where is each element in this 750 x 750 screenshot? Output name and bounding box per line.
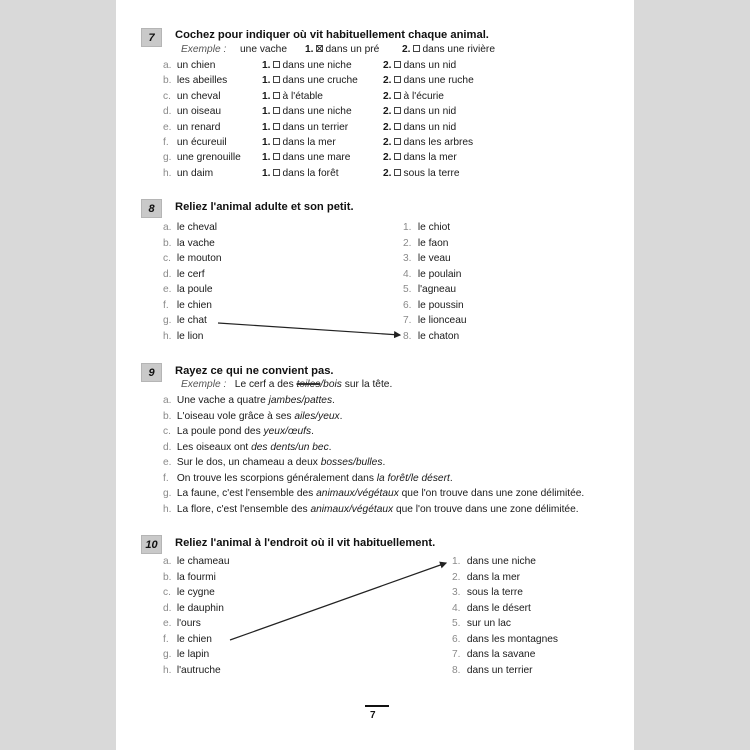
choice-words[interactable]: animaux/végétaux	[310, 503, 394, 515]
kept-word: /bois	[320, 379, 342, 390]
exercise-9-sentence	[163, 442, 332, 453]
exercise-7-option-2	[383, 75, 474, 86]
exercise-7-row	[163, 168, 213, 179]
checkbox-icon[interactable]	[413, 45, 420, 52]
option-number: 1.	[262, 167, 271, 179]
item-number: 7.	[452, 649, 461, 660]
checkbox-icon[interactable]	[394, 169, 401, 176]
item-letter: f.	[163, 472, 169, 484]
row-letter: h.	[163, 167, 172, 179]
item-letter: h.	[163, 503, 172, 515]
item-letter: d.	[163, 441, 172, 453]
exercise-8-left-item[interactable]	[163, 269, 205, 280]
exercise-8-right-item[interactable]	[403, 300, 464, 311]
exercise-10-left-item[interactable]	[163, 587, 215, 598]
item-text: le cheval	[176, 222, 218, 233]
exercise-7-row	[163, 75, 227, 86]
sentence-start: Les oiseaux ont	[176, 441, 249, 453]
option-text: dans un pré	[325, 44, 380, 55]
option-text: dans un nid	[403, 106, 457, 118]
item-text: l'autruche	[176, 664, 221, 676]
exercise-10-left-item[interactable]	[163, 603, 224, 614]
item-text: le veau	[417, 253, 451, 264]
item-letter: b.	[163, 410, 172, 422]
checkbox-icon[interactable]	[273, 138, 280, 145]
exercise-7-option-1	[262, 91, 323, 102]
exercise-8-right-item[interactable]	[403, 284, 456, 295]
item-number: 5.	[403, 284, 412, 295]
exercise-7-option-2	[383, 122, 456, 133]
exercise-7-row	[163, 91, 220, 102]
exercise-7-row	[163, 60, 215, 71]
exercise-7-option-1	[262, 75, 358, 86]
item-text: le chien	[176, 633, 212, 645]
option-text: dans une niche	[282, 60, 352, 71]
option-text: dans un nid	[403, 60, 457, 71]
exercise-10-right-item[interactable]	[452, 603, 531, 614]
exercise-10-right-item[interactable]	[452, 587, 523, 598]
option-text: dans un terrier	[282, 121, 349, 133]
item-text: le lionceau	[417, 315, 467, 326]
option-number: 2.	[383, 152, 392, 164]
sentence-start: On trouve les scorpions généralement dans	[176, 472, 374, 484]
exercise-8-left-item[interactable]	[163, 331, 203, 342]
checkbox-icon[interactable]	[273, 153, 280, 160]
checked-box-icon[interactable]	[316, 45, 323, 52]
option-number: 1.	[262, 106, 271, 118]
item-text: sur un lac	[466, 618, 512, 629]
choice-words[interactable]: jambes/pattes	[268, 395, 333, 406]
item-number: 3.	[403, 253, 412, 264]
animal-name: un cheval	[176, 90, 221, 102]
option-number: 1.	[262, 121, 271, 133]
choice-words[interactable]: la forêt/le désert	[376, 472, 450, 484]
item-letter: b.	[163, 237, 172, 249]
row-letter: c.	[163, 90, 171, 102]
row-letter: a.	[163, 60, 172, 71]
page-number-rule	[365, 705, 389, 707]
item-letter: d.	[163, 268, 172, 280]
sentence-start: La faune, c'est l'ensemble des	[176, 488, 314, 499]
animal-name: un renard	[176, 121, 221, 133]
option-text: dans la mer	[403, 152, 457, 164]
item-number: 1.	[452, 556, 461, 567]
checkbox-icon[interactable]	[394, 61, 401, 68]
exercise-10-left-item[interactable]	[163, 618, 201, 629]
item-number: 3.	[452, 587, 461, 598]
exercise-7-row	[163, 152, 241, 163]
item-number: 8.	[452, 664, 461, 676]
exercise-10-right-item[interactable]	[452, 665, 533, 676]
checkbox-icon[interactable]	[273, 169, 280, 176]
item-text: dans une niche	[466, 556, 536, 567]
exercise-8-left-item[interactable]	[163, 300, 212, 311]
row-letter: e.	[163, 121, 172, 133]
option-number: 2.	[402, 44, 411, 55]
exercise-7-row	[163, 137, 227, 148]
exercise-7-option-2	[383, 106, 456, 117]
item-letter: c.	[163, 587, 171, 598]
exercise-8-left-item[interactable]	[163, 315, 207, 326]
item-text: le chiot	[417, 222, 451, 233]
exercise-10-title: Reliez l'animal à l'endroit où il vit habituellement.	[175, 537, 436, 549]
item-text: le cygne	[176, 587, 215, 598]
sentence-end: .	[339, 410, 343, 422]
item-letter: b.	[163, 571, 172, 583]
exercise-10-left-item[interactable]	[163, 634, 212, 645]
exercise-7-example	[181, 44, 226, 55]
exercise-9-example	[181, 379, 392, 390]
animal-name: un daim	[176, 167, 214, 179]
item-text: le chien	[176, 299, 212, 311]
example-before: Le cerf a des	[234, 379, 294, 390]
struck-word: toiles	[296, 379, 321, 390]
item-text: le mouton	[176, 253, 222, 264]
item-text: le poussin	[417, 299, 464, 311]
sentence-start: Une vache a quatre	[176, 395, 266, 406]
item-text: le faon	[417, 237, 449, 249]
item-letter: e.	[163, 284, 172, 295]
option-number: 1.	[262, 75, 271, 87]
exercise-8-right-item[interactable]	[403, 238, 448, 249]
sentence-start: Sur le dos, un chameau a deux	[176, 457, 318, 468]
exercise-7-example-option-1	[305, 44, 379, 55]
exercise-8-left-item[interactable]	[163, 222, 217, 233]
animal-name: un chien	[176, 60, 216, 71]
item-number: 1.	[403, 222, 412, 233]
exercise-9-sentence	[163, 488, 584, 499]
exercise-8-right-item[interactable]	[403, 315, 467, 326]
exercise-8-left-item[interactable]	[163, 253, 222, 264]
option-text: dans la mer	[282, 137, 336, 148]
item-text: le lion	[176, 330, 204, 342]
item-number: 7.	[403, 315, 412, 326]
example-after: sur la tête.	[344, 379, 393, 390]
exercise-9-sentence	[163, 426, 314, 437]
sentence-end: .	[328, 441, 332, 453]
choice-words[interactable]: des dents/un bec	[251, 441, 329, 453]
exercise-8-title: Reliez l'animal adulte et son petit.	[175, 201, 354, 213]
item-text: l'ours	[176, 618, 201, 629]
exercise-7-option-1	[262, 106, 352, 117]
option-number: 1.	[262, 152, 271, 164]
row-letter: b.	[163, 75, 172, 87]
item-letter: g.	[163, 315, 172, 326]
exercise-10-right-item[interactable]	[452, 618, 511, 629]
option-text: dans une ruche	[403, 75, 474, 87]
choice-words[interactable]: yeux/œufs	[263, 426, 312, 437]
exercise-7-option-1	[262, 122, 348, 133]
sentence-end: .	[332, 395, 335, 406]
sentence-end: .	[311, 426, 314, 437]
item-letter: e.	[163, 457, 172, 468]
checkbox-icon[interactable]	[273, 92, 280, 99]
item-letter: e.	[163, 618, 172, 629]
option-text: dans une mare	[282, 152, 351, 164]
item-text: dans un terrier	[466, 664, 533, 676]
exercise-10-left-item[interactable]	[163, 649, 209, 660]
checkbox-icon[interactable]	[273, 61, 280, 68]
item-letter: f.	[163, 299, 169, 311]
sentence-start: L'oiseau vole grâce à ses	[176, 410, 292, 422]
option-text: dans une rivière	[422, 44, 495, 55]
sentence-end: que l'on trouve dans une zone délimitée.	[393, 503, 579, 515]
sentence-end: .	[449, 472, 453, 484]
exercise-9-sentence	[163, 504, 579, 515]
option-text: dans une niche	[282, 106, 352, 118]
exercise-7-option-1	[262, 137, 336, 148]
exercise-10-right-item[interactable]	[452, 634, 558, 645]
item-text: sous la terre	[466, 587, 523, 598]
item-letter: f.	[163, 633, 169, 645]
exercise-7-option-2	[383, 60, 456, 71]
item-number: 8.	[403, 330, 412, 342]
animal-name: un oiseau	[176, 106, 222, 118]
sentence-start: La flore, c'est l'ensemble des	[176, 503, 308, 515]
page-number: 7	[370, 710, 376, 721]
item-letter: a.	[163, 556, 172, 567]
example-label: Exemple :	[181, 379, 227, 390]
option-number: 2.	[383, 106, 392, 118]
row-letter: d.	[163, 106, 172, 118]
animal-name: une grenouille	[176, 152, 241, 164]
option-text: dans un nid	[403, 121, 457, 133]
exercise-10-left-item[interactable]	[163, 556, 230, 567]
exercise-7-example-option-2	[402, 44, 495, 55]
option-number: 2.	[383, 90, 392, 102]
animal-name: les abeilles	[176, 75, 228, 87]
option-number: 1.	[262, 60, 271, 71]
option-text: dans les arbres	[403, 137, 474, 148]
item-letter: a.	[163, 395, 172, 406]
checkbox-icon[interactable]	[273, 76, 280, 83]
item-text: le poulain	[417, 268, 462, 280]
exercise-7-number-badge: 7	[141, 28, 162, 47]
sentence-end: que l'on trouve dans une zone délimitée.	[398, 488, 585, 499]
exercise-7-option-1	[262, 152, 350, 163]
option-text: sous la terre	[403, 167, 460, 179]
exercise-7-title: Cochez pour indiquer où vit habituellement chaque animal.	[175, 29, 489, 41]
item-letter: h.	[163, 664, 172, 676]
exercise-8-right-item[interactable]	[403, 269, 461, 280]
exercise-8-right-item[interactable]	[403, 222, 450, 233]
item-text: le chaton	[417, 330, 460, 342]
item-text: le chameau	[176, 556, 230, 567]
exercise-7-option-2	[383, 91, 444, 102]
exercise-8-left-item[interactable]	[163, 238, 215, 249]
exercise-9-sentence	[163, 411, 343, 422]
choice-words[interactable]: bosses/bulles	[320, 457, 383, 468]
item-letter: h.	[163, 330, 172, 342]
item-number: 2.	[452, 571, 461, 583]
item-text: dans le désert	[466, 602, 531, 614]
option-number: 2.	[383, 137, 392, 148]
option-text: dans une cruche	[282, 75, 358, 87]
item-text: la poule	[176, 284, 213, 295]
sentence-start: La poule pond des	[176, 426, 261, 437]
item-letter: g.	[163, 488, 172, 499]
exercise-8-right-item[interactable]	[403, 253, 451, 264]
item-number: 4.	[403, 268, 412, 280]
choice-words[interactable]: ailes/yeux	[294, 410, 340, 422]
exercise-7-option-2	[383, 152, 457, 163]
exercise-9-sentence	[163, 457, 385, 468]
option-number: 1.	[262, 90, 271, 102]
option-number: 1.	[262, 137, 271, 148]
exercise-10-right-item[interactable]	[452, 572, 520, 583]
checkbox-icon[interactable]	[394, 76, 401, 83]
checkbox-icon[interactable]	[394, 107, 401, 114]
option-text: à l'étable	[282, 90, 323, 102]
exercise-8-right-item[interactable]	[403, 331, 459, 342]
item-text: dans les montagnes	[466, 633, 559, 645]
item-text: le cerf	[176, 268, 205, 280]
exercise-7-option-2	[383, 137, 473, 148]
choice-words[interactable]: animaux/végétaux	[316, 488, 399, 499]
exercise-10-left-item[interactable]	[163, 572, 216, 583]
option-number: 2.	[383, 167, 392, 179]
item-text: dans la mer	[466, 571, 521, 583]
item-letter: g.	[163, 649, 172, 660]
sentence-end: .	[382, 457, 386, 468]
example-label: Exemple :	[181, 44, 227, 55]
item-letter: c.	[163, 426, 171, 437]
item-letter: a.	[163, 222, 172, 233]
option-text: dans la forêt	[282, 167, 339, 179]
exercise-8-left-item[interactable]	[163, 284, 213, 295]
item-number: 6.	[403, 299, 412, 311]
checkbox-icon[interactable]	[394, 153, 401, 160]
item-text: la fourmi	[176, 571, 216, 583]
exercise-7-row	[163, 122, 220, 133]
option-number: 1.	[305, 44, 314, 55]
animal-name: un écureuil	[176, 137, 227, 148]
item-number: 4.	[452, 602, 461, 614]
exercise-9-number-badge: 9	[141, 363, 162, 382]
exercise-8-number-badge: 8	[141, 199, 162, 218]
item-letter: d.	[163, 602, 172, 614]
option-number: 2.	[383, 60, 392, 71]
checkbox-icon[interactable]	[273, 123, 280, 130]
row-letter: g.	[163, 152, 172, 164]
checkbox-icon[interactable]	[394, 138, 401, 145]
exercise-7-option-2	[383, 168, 460, 179]
exercise-7-option-1	[262, 168, 339, 179]
item-text: l'agneau	[417, 284, 457, 295]
checkbox-icon[interactable]	[394, 92, 401, 99]
option-number: 2.	[383, 121, 392, 133]
item-text: dans la savane	[466, 649, 536, 660]
option-text: à l'écurie	[403, 90, 444, 102]
option-number: 2.	[383, 75, 392, 87]
item-letter: c.	[163, 253, 171, 264]
row-letter: f.	[163, 137, 169, 148]
checkbox-icon[interactable]	[273, 107, 280, 114]
exercise-9-title: Rayez ce qui ne convient pas.	[175, 365, 334, 377]
item-text: le lapin	[176, 649, 210, 660]
exercise-10-left-item[interactable]	[163, 665, 221, 676]
checkbox-icon[interactable]	[394, 123, 401, 130]
item-text: la vache	[176, 237, 215, 249]
exercise-10-right-item[interactable]	[452, 556, 536, 567]
item-number: 5.	[452, 618, 461, 629]
item-text: le dauphin	[176, 602, 224, 614]
item-number: 6.	[452, 633, 461, 645]
item-number: 2.	[403, 237, 412, 249]
exercise-9-sentence	[163, 473, 453, 484]
exercise-10-right-item[interactable]	[452, 649, 535, 660]
exercise-7-example-animal: une vache	[240, 44, 288, 55]
exercise-7-option-1	[262, 60, 352, 71]
exercise-10-number-badge: 10	[141, 535, 162, 554]
item-text: le chat	[176, 315, 207, 326]
exercise-9-sentence	[163, 395, 335, 406]
exercise-7-row	[163, 106, 221, 117]
